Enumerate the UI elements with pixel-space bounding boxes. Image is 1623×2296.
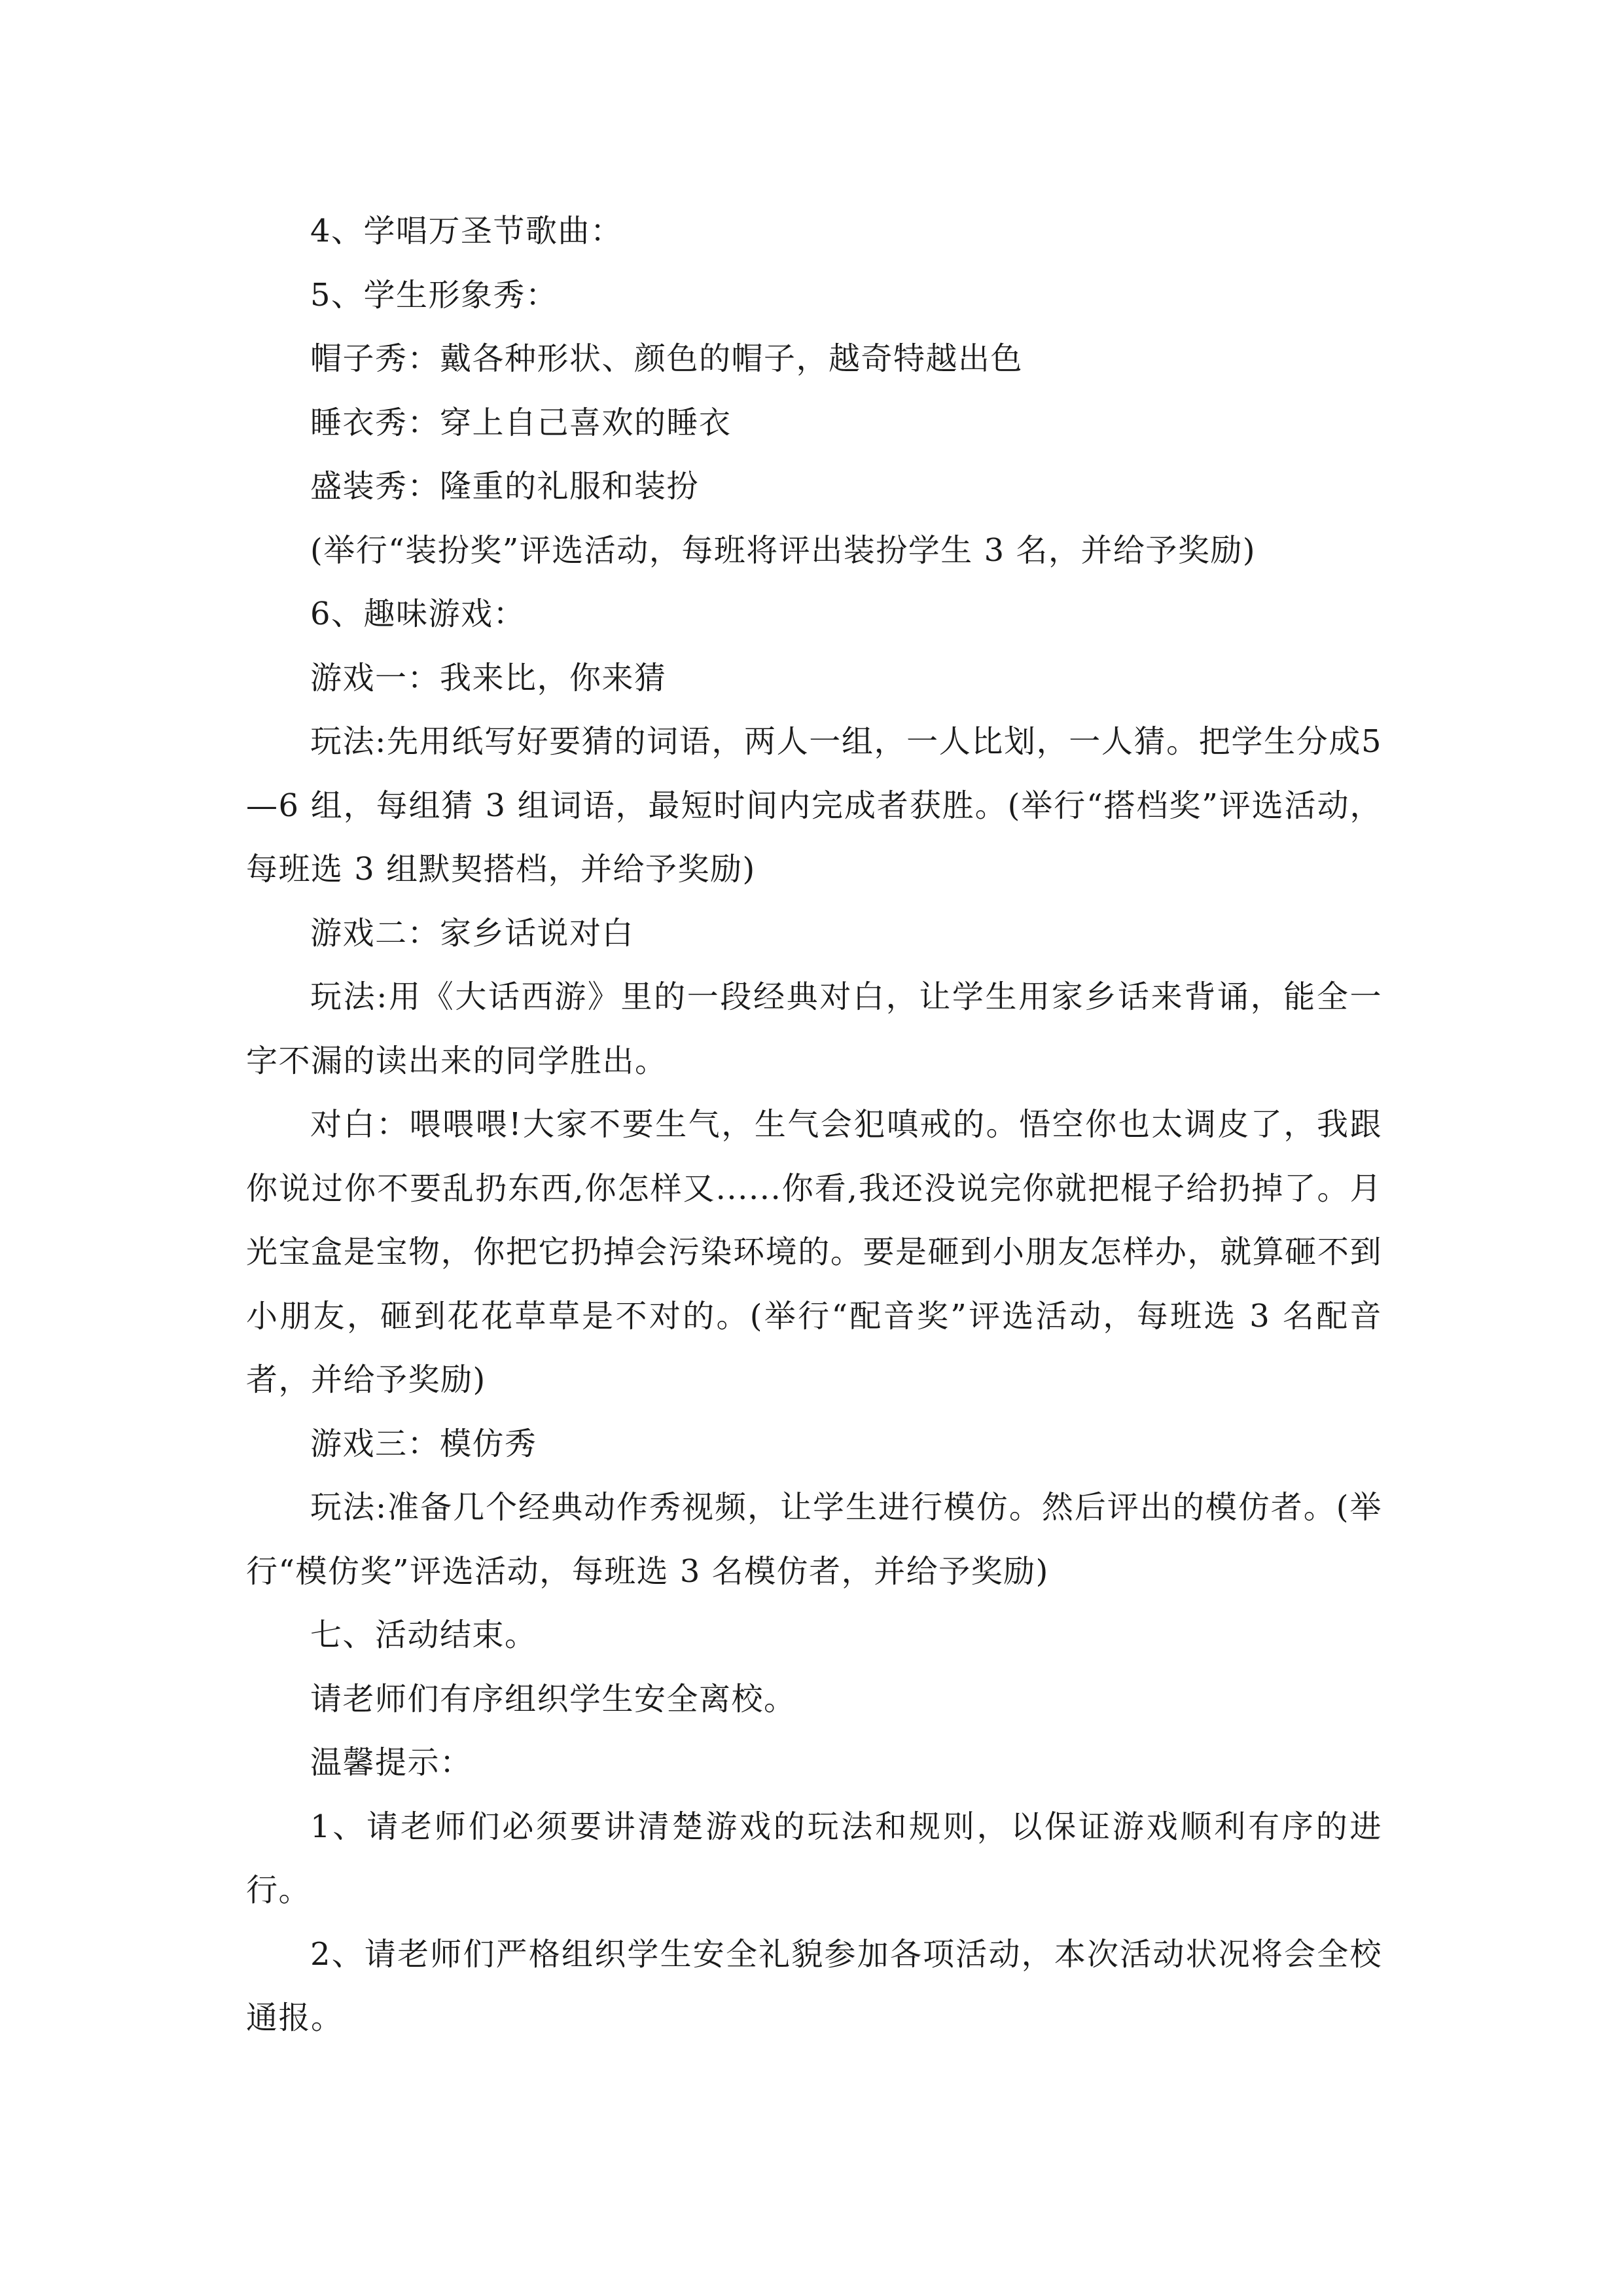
paragraph: 游戏一：我来比，你来猜 [310,659,667,696]
paragraph: 玩法:用《大话西游》里的一段经典对白，让学生用家乡话来背诵，能全一字不漏的读出来的同学胜出。 [246,978,1382,1079]
document-body [246,200,1382,2051]
paragraph: 5、学生形象秀： [310,276,558,314]
paragraph: 玩法:先用纸写好要猜的词语，两人一组，一人比划，一人猜。把学生分成5—6 组，每组猜 3 组词语，最短时间内完成者获胜。(举行“搭档奖”评选活动，每班选 3 组默契搭档，并给予奖励) [246,723,1382,888]
paragraph: 请老师们有序组织学生安全离校。 [310,1680,796,1717]
paragraph: (举行“装扮奖”评选活动，每班将评出装扮学生 3 名，并给予奖励) [310,531,1257,569]
paragraph: 6、趣味游戏： [310,596,526,632]
paragraph: 游戏二：家乡话说对白 [310,914,635,952]
paragraph: 帽子秀：戴各种形状、颜色的帽子，越奇特越出色 [310,340,1024,377]
paragraph: 温馨提示： [310,1744,473,1781]
paragraph: 对白：喂喂喂!大家不要生气，生气会犯嗔戒的。悟空你也太调皮了，我跟你说过你不要乱扔东西,你怎样又......你看,我还没说完你就把棍子给扔掉了。月光宝盒是宝物，你把它扔掉会污染环境的。要是砸到小朋友怎样办，就算砸不到小朋友，砸到花花草草是不对的。(举行“配音奖”评选活动，每班选 3 名配音者，并给予奖励) [246,1106,1382,1398]
paragraph: 玩法:准备几个经典动作秀视频，让学生进行模仿。然后评出的模仿者。(举行“模仿奖”评选活动，每班选 3 名模仿者，并给予奖励) [246,1489,1382,1590]
paragraph: 1、请老师们必须要讲清楚游戏的玩法和规则，以保证游戏顺利有序的进行。 [246,1808,1382,1909]
paragraph: 盛装秀：隆重的礼服和装扮 [310,468,700,505]
paragraph: 七、活动结束。 [310,1617,537,1653]
paragraph: 睡衣秀：穿上自己喜欢的睡衣 [310,404,732,441]
paragraph: 2、请老师们严格组织学生安全礼貌参加各项活动，本次活动状况将会全校通报。 [246,1935,1382,2036]
paragraph: 游戏三：模仿秀 [310,1425,537,1462]
paragraph: 4、学唱万圣节歌曲： [310,213,623,249]
